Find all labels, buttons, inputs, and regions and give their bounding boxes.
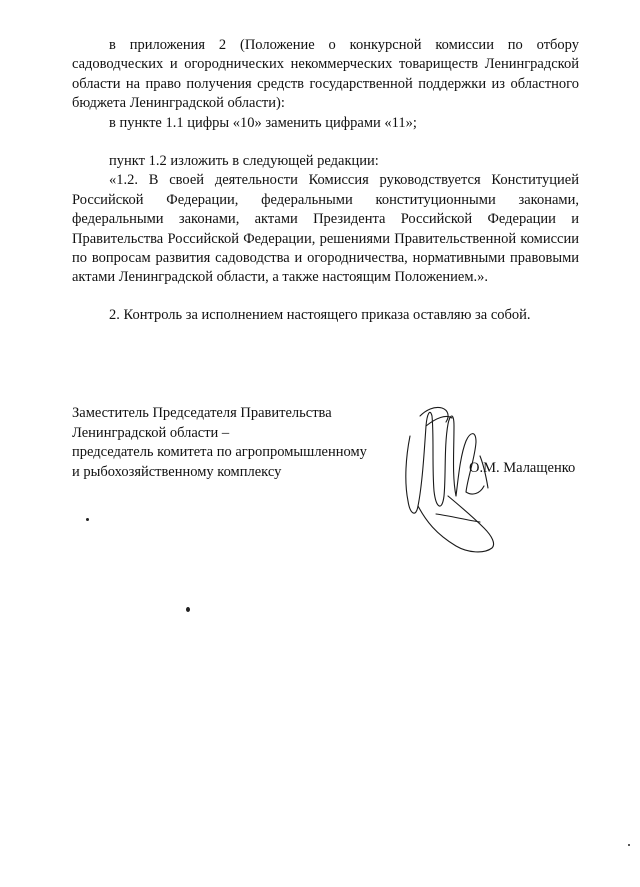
- signatory-title: [72, 404, 367, 482]
- signer-name: О.М. Малащенко: [469, 460, 576, 476]
- document-body: [72, 36, 579, 325]
- paragraph-clause-1-2-intro: пункт 1.2 изложить в следующей редакции:: [109, 153, 379, 170]
- scan-speck: [628, 844, 630, 846]
- signatory-title-line: Заместитель Председателя Правительства: [72, 405, 332, 421]
- scan-speck: [186, 607, 190, 612]
- paragraph-clause-1-2-text: «1.2. В своей деятельности Комиссия руководствуется Конституцией Российской Федерации, федеральными конституционными законами, федеральными законами, актами Президента Российской Федерации и Правительства Российской Федерации, решениями Правительственной комиссии по вопросам развития садоводства и огородничества, нормативными правовыми актами Ленинградской области, а также настоящим Положением.».: [72, 172, 579, 286]
- signatory-title-line: председатель комитета по агропромышленному: [72, 444, 367, 460]
- signatory-title-line: Ленинградской области –: [72, 424, 230, 441]
- signatory-title-line: и рыбохозяйственному комплексу: [72, 463, 282, 480]
- paragraph-clause-1-1: в пункте 1.1 цифры «10» заменить цифрами «11»;: [109, 114, 417, 131]
- paragraph-control: 2. Контроль за исполнением настоящего приказа оставляю за собой.: [109, 306, 531, 323]
- paragraph-appendix-2: в приложения 2 (Положение о конкурсной комиссии по отбору садоводческих и огороднических некоммерческих товариществ Ленинградской области на право получения средств государственной поддержки из областного бюджета Ленинградской области):: [72, 37, 579, 112]
- scan-speck: [86, 518, 89, 521]
